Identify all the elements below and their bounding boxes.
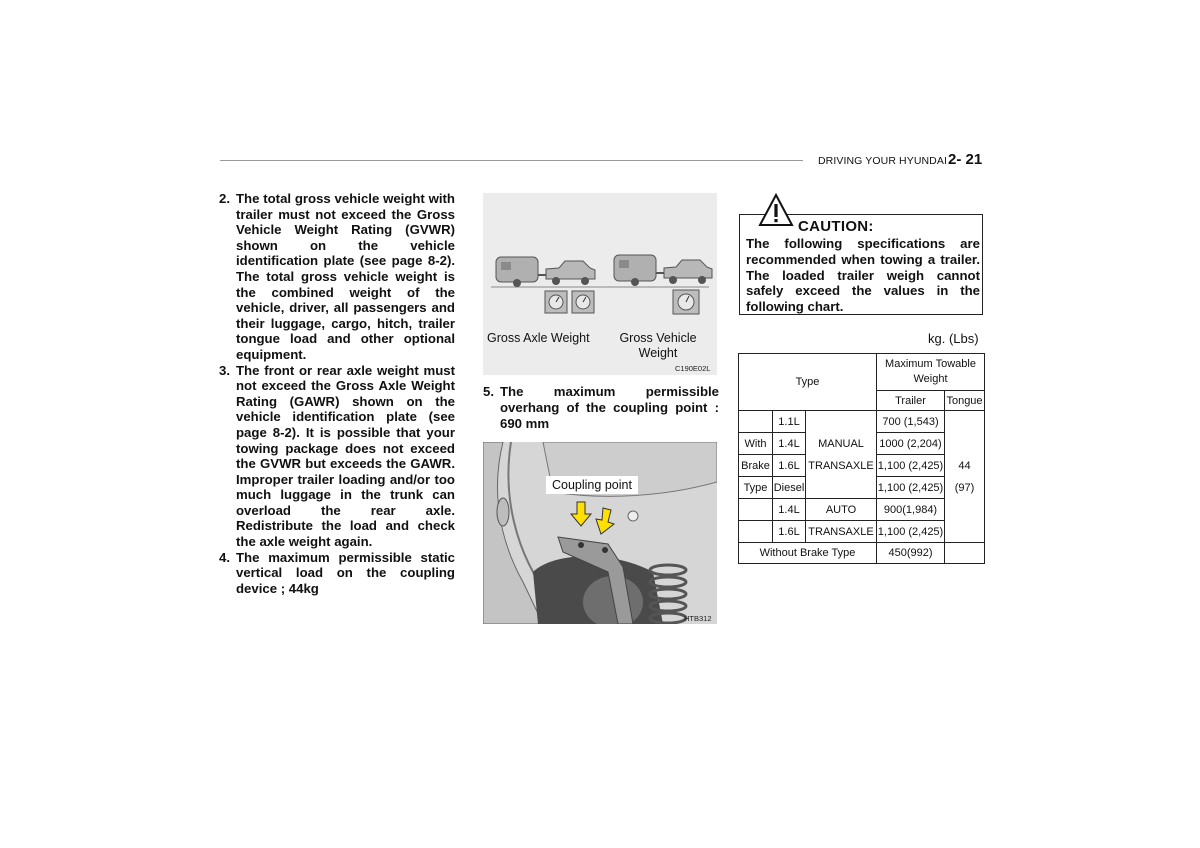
tongue-kg: 44 [958,459,971,472]
trans-line: TRANSAXLE [808,459,874,472]
engine-cell: 1.6L [773,455,806,477]
brake-type-label: Brake [739,455,773,477]
trailer-header: Trailer [877,391,945,411]
without-brake-value: 450(992) [877,543,945,564]
max-towable-header: Maximum Towable Weight [877,354,985,391]
figure-code: C190E02L [675,364,711,373]
left-column-text [219,191,455,596]
item-text: The front or rear axle weight must not exceed the Gross Axle Weight Rating (GAWR) shown on the vehicle identification plate (see page 8-2). It is possible that your towing package does not exceed the GVWR but exceeds the GAWR. Improper trailer loading and/or too much luggage in the trunk can overload the rear axle. Redistribute the load and check the axle weight again. [236,362,455,550]
item-number: 5. [483,384,494,399]
trailer-cell: 1,100 (2,425) [877,521,945,543]
trailer-cell: 900(1,984) [877,499,945,521]
table-row-without-brake [739,543,985,564]
caption-gross-axle-weight: Gross Axle Weight [487,331,590,345]
list-item-2 [219,191,455,363]
figure-code: HTB312 [684,614,712,623]
caution-box [739,214,983,315]
table-row [739,411,985,433]
units-label: kg. (Lbs) [928,331,979,346]
caution-body: The following specifications are recommended when towing a trailer. The loaded trailer weigh cannot safely exceed the values in the following chart. [746,236,980,315]
item-text: The maximum permissible static vertical load on the coupling device ; 44kg [236,549,455,596]
list-item-3 [219,363,455,550]
tongue-header: Tongue [945,391,985,411]
trailer-cell: 1000 (2,204) [877,433,945,455]
trans-line: MANUAL [818,437,864,450]
table-header-row [739,354,985,391]
transmission-auto-line2: TRANSAXLE [806,521,877,543]
engine-cell: 1.6L [773,521,806,543]
weight-illustration [483,193,717,375]
running-header-section: DRIVING YOUR HYUNDAI [818,155,947,167]
coupling-diagram [483,442,717,624]
coupling-point-label: Coupling point [546,476,638,494]
item-text: The maximum permissible overhang of the coupling point : 690 mm [500,384,719,431]
trailer-cell: 700 (1,543) [877,411,945,433]
warning-triangle-icon [758,193,794,227]
caution-title: CAUTION: [798,218,874,235]
trailer-cell: 1,100 (2,425) [877,455,945,477]
towing-spec-table [738,353,985,564]
item-number: 4. [219,549,230,565]
tongue-lbs: (97) [954,481,975,494]
page-number: 2- 21 [948,151,983,168]
brake-type-label: Type [739,477,773,499]
caption-gross-vehicle-weight: Gross Vehicle Weight [619,331,697,360]
coupling-point-illustration [483,442,717,624]
without-brake-label: Without Brake Type [739,543,877,564]
transmission-manual [806,411,877,499]
item-number: 2. [219,191,230,206]
item-number: 3. [219,362,230,378]
tongue-cell [945,411,985,543]
engine-cell: 1.1L [773,411,806,433]
list-item-5 [483,384,719,431]
header-rule [220,160,803,161]
type-header: Type [739,354,877,411]
list-item-4 [219,550,455,597]
transmission-auto-line1: AUTO [806,499,877,521]
trailer-cell: 1,100 (2,425) [877,477,945,499]
item-text: The total gross vehicle weight with trailer must not exceed the Gross Vehicle Weight Rating (GVWR) shown on the vehicle identification plate (see page 8-2). The total gross vehicle weight is the combined weight of the vehicle, driver, all passengers and their luggage, cargo, hitch, trailer tongue load and other optional equipment. [236,191,455,362]
engine-cell: Diesel [773,477,806,499]
engine-cell: 1.4L [773,499,806,521]
brake-type-label: With [739,433,773,455]
engine-cell: 1.4L [773,433,806,455]
